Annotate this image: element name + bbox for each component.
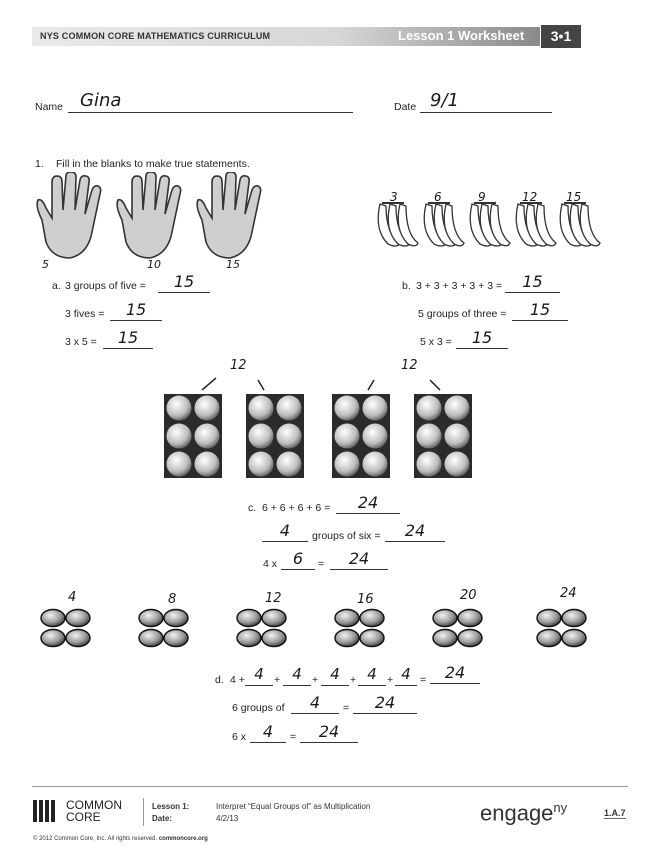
hand-icon: [197, 172, 261, 258]
part-c-line3-prefix: 4 x: [263, 558, 278, 570]
part-b-line3-blank[interactable]: [456, 328, 508, 349]
problem-instruction: Fill in the blanks to make true statements.: [56, 158, 250, 170]
lemon-group-icon: [237, 610, 286, 647]
part-d-addend-blank[interactable]: [321, 665, 349, 686]
part-a-line1-label: 3 groups of five =: [65, 280, 146, 292]
hand-count: 15: [226, 258, 240, 271]
site-link[interactable]: commoncore.org: [158, 836, 208, 842]
part-d-line3-prefix: 6 x: [232, 731, 247, 743]
hand-count: 5: [42, 258, 49, 271]
part-d-addend: 4: [254, 665, 264, 683]
brand-superscript: ny: [553, 800, 568, 815]
part-d-line3-answer: 24: [318, 722, 340, 741]
part-a-line1-blank[interactable]: [158, 272, 210, 293]
egg-carton-icon: [332, 394, 390, 478]
part-b-letter: b.: [402, 280, 411, 292]
footer-lesson-label: Lesson 1:: [152, 802, 190, 811]
part-a-line2-blank[interactable]: [110, 300, 162, 321]
part-d-line2-answer-blank[interactable]: [353, 693, 417, 714]
part-b-line1-answer: 15: [522, 272, 543, 291]
brand-text: engage: [480, 800, 554, 826]
banana-bunch-icon: [560, 203, 600, 246]
part-d-addend: 4: [367, 665, 377, 683]
part-d-line3-answer-blank[interactable]: [300, 722, 358, 743]
part-d-line1-answer-blank[interactable]: [430, 663, 480, 684]
part-b-line3-label: 5 x 3 =: [420, 336, 452, 348]
part-c-line1-label: 6 + 6 + 6 + 6 =: [262, 502, 331, 514]
egg-carton-icon: [414, 394, 472, 478]
part-c-line2-label: groups of six =: [312, 530, 381, 542]
footer-date-label: Date:: [152, 814, 173, 823]
part-d-addend-blank[interactable]: [283, 665, 311, 686]
part-c-line3-blank[interactable]: [281, 549, 315, 570]
date-label: Date: [394, 101, 417, 113]
part-d-addend: 4: [401, 665, 411, 683]
banana-bunch-icon: [516, 203, 556, 246]
page-code: 1.A.7: [604, 808, 626, 818]
part-b-line3-answer: 15: [471, 328, 493, 347]
part-c-line1-answer: 24: [357, 493, 379, 512]
egg-pair-label: 12: [230, 358, 247, 373]
part-d-line3-blank[interactable]: [250, 722, 286, 743]
part-c-line3-value: 6: [292, 549, 304, 568]
copyright-text: [33, 836, 208, 842]
common-core-logo-icon: [33, 800, 63, 822]
worksheet-title: Lesson 1 Worksheet: [398, 28, 525, 43]
curriculum-title: NYS COMMON CORE MATHEMATICS CURRICULUM: [40, 31, 271, 41]
part-a-line3-label: 3 x 5 =: [65, 336, 97, 348]
egg-carton-icon: [246, 394, 304, 478]
banana-count: 3: [390, 190, 398, 204]
part-b-line1-blank[interactable]: [505, 272, 560, 293]
part-a-line3-answer: 15: [117, 328, 139, 347]
part-d-addend-blank[interactable]: [358, 665, 386, 686]
part-c-line2-answer-blank[interactable]: [385, 521, 445, 542]
problem-number: 1.: [35, 158, 44, 170]
part-c-line2-value: 4: [279, 521, 291, 540]
part-d-addend-blank[interactable]: [395, 665, 417, 686]
lemon-count: 4: [68, 590, 77, 605]
hand-count: 10: [147, 258, 161, 271]
hand-icon: [37, 172, 101, 258]
name-field[interactable]: [68, 90, 353, 113]
lemon-group-icon: [433, 610, 482, 647]
part-d-line2-label: 6 groups of: [232, 702, 285, 714]
part-d-addend-blank[interactable]: [245, 665, 273, 686]
part-d-line1-prefix: 4 +: [230, 674, 245, 686]
footer-divider: [32, 786, 628, 787]
equals-sign: =: [290, 731, 297, 743]
part-d-line2-answer: 24: [374, 693, 396, 712]
part-b-line2-answer: 15: [529, 300, 551, 319]
banana-count: 6: [434, 190, 442, 204]
lemon-count: 8: [168, 592, 177, 607]
bananas-illustration: [372, 200, 602, 252]
common-core-logo-text: [66, 799, 122, 823]
egg-cartons-illustration: [162, 372, 482, 480]
lemon-group-icon: [139, 610, 188, 647]
part-d-line2-value: 4: [309, 693, 321, 712]
logo-line-1: COMMON: [66, 798, 122, 812]
part-d-letter: d.: [215, 674, 224, 686]
plus-sign: +: [312, 674, 319, 686]
part-c-line3-answer: 24: [348, 549, 370, 568]
part-c-line3-equals: =: [318, 558, 325, 570]
part-d-line1-answer: 24: [444, 663, 466, 682]
banana-count: 15: [566, 190, 582, 204]
part-d-addend: 4: [330, 665, 340, 683]
module-badge: 3•1: [541, 25, 581, 48]
lemon-count: 20: [460, 588, 477, 603]
lemon-group-icon: [41, 610, 90, 647]
engage-ny-logo: [480, 800, 567, 826]
part-b-line2-label: 5 groups of three =: [418, 308, 507, 320]
name-value: Gina: [80, 90, 122, 111]
footer-date-value: 4/2/13: [216, 814, 239, 823]
footer-separator: [143, 798, 144, 826]
lemons-illustration: [36, 605, 616, 655]
part-d-line2-blank[interactable]: [291, 693, 339, 714]
part-a-line3-blank[interactable]: [103, 328, 153, 349]
hand-icon: [117, 172, 181, 258]
date-value: 9/1: [430, 90, 459, 111]
plus-sign: +: [387, 674, 394, 686]
name-label: Name: [35, 101, 64, 113]
lemon-count: 16: [357, 592, 374, 607]
banana-count: 9: [478, 190, 486, 204]
lemon-group-icon: [537, 610, 586, 647]
equals-sign: =: [343, 702, 350, 714]
part-c-letter: c.: [248, 502, 257, 514]
banana-count: 12: [522, 190, 538, 204]
part-a-letter: a.: [52, 280, 61, 292]
egg-pair-label: 12: [401, 358, 418, 373]
part-a-line2-answer: 15: [125, 300, 147, 319]
banana-bunch-icon: [378, 203, 418, 246]
banana-bunch-icon: [470, 203, 510, 246]
lemon-group-icon: [335, 610, 384, 647]
part-c-line2-answer: 24: [404, 521, 426, 540]
copyright: © 2012 Common Core, Inc. All rights reserved.: [33, 836, 158, 842]
part-c-line3-answer-blank[interactable]: [330, 549, 388, 570]
banana-bunch-icon: [424, 203, 464, 246]
footer-lesson-title: Interpret “Equal Groups of” as Multiplication: [216, 802, 371, 811]
plus-sign: +: [274, 674, 281, 686]
equals-sign: =: [420, 674, 427, 686]
part-b-line1-label: 3 + 3 + 3 + 3 + 3 =: [416, 280, 503, 292]
date-field[interactable]: [420, 90, 552, 113]
lemon-count: 12: [265, 591, 282, 606]
plus-sign: +: [350, 674, 357, 686]
part-d-line3-value: 4: [262, 722, 274, 741]
part-d-addend: 4: [292, 665, 302, 683]
part-b-line2-blank[interactable]: [512, 300, 568, 321]
egg-carton-icon: [164, 394, 222, 478]
part-c-line1-blank[interactable]: [336, 493, 400, 514]
part-a-line2-label: 3 fives =: [65, 308, 105, 320]
lemon-count: 24: [560, 586, 577, 601]
part-c-line2-blank[interactable]: [262, 521, 308, 542]
part-a-line1-answer: 15: [173, 272, 195, 291]
logo-line-2: CORE: [66, 810, 101, 824]
